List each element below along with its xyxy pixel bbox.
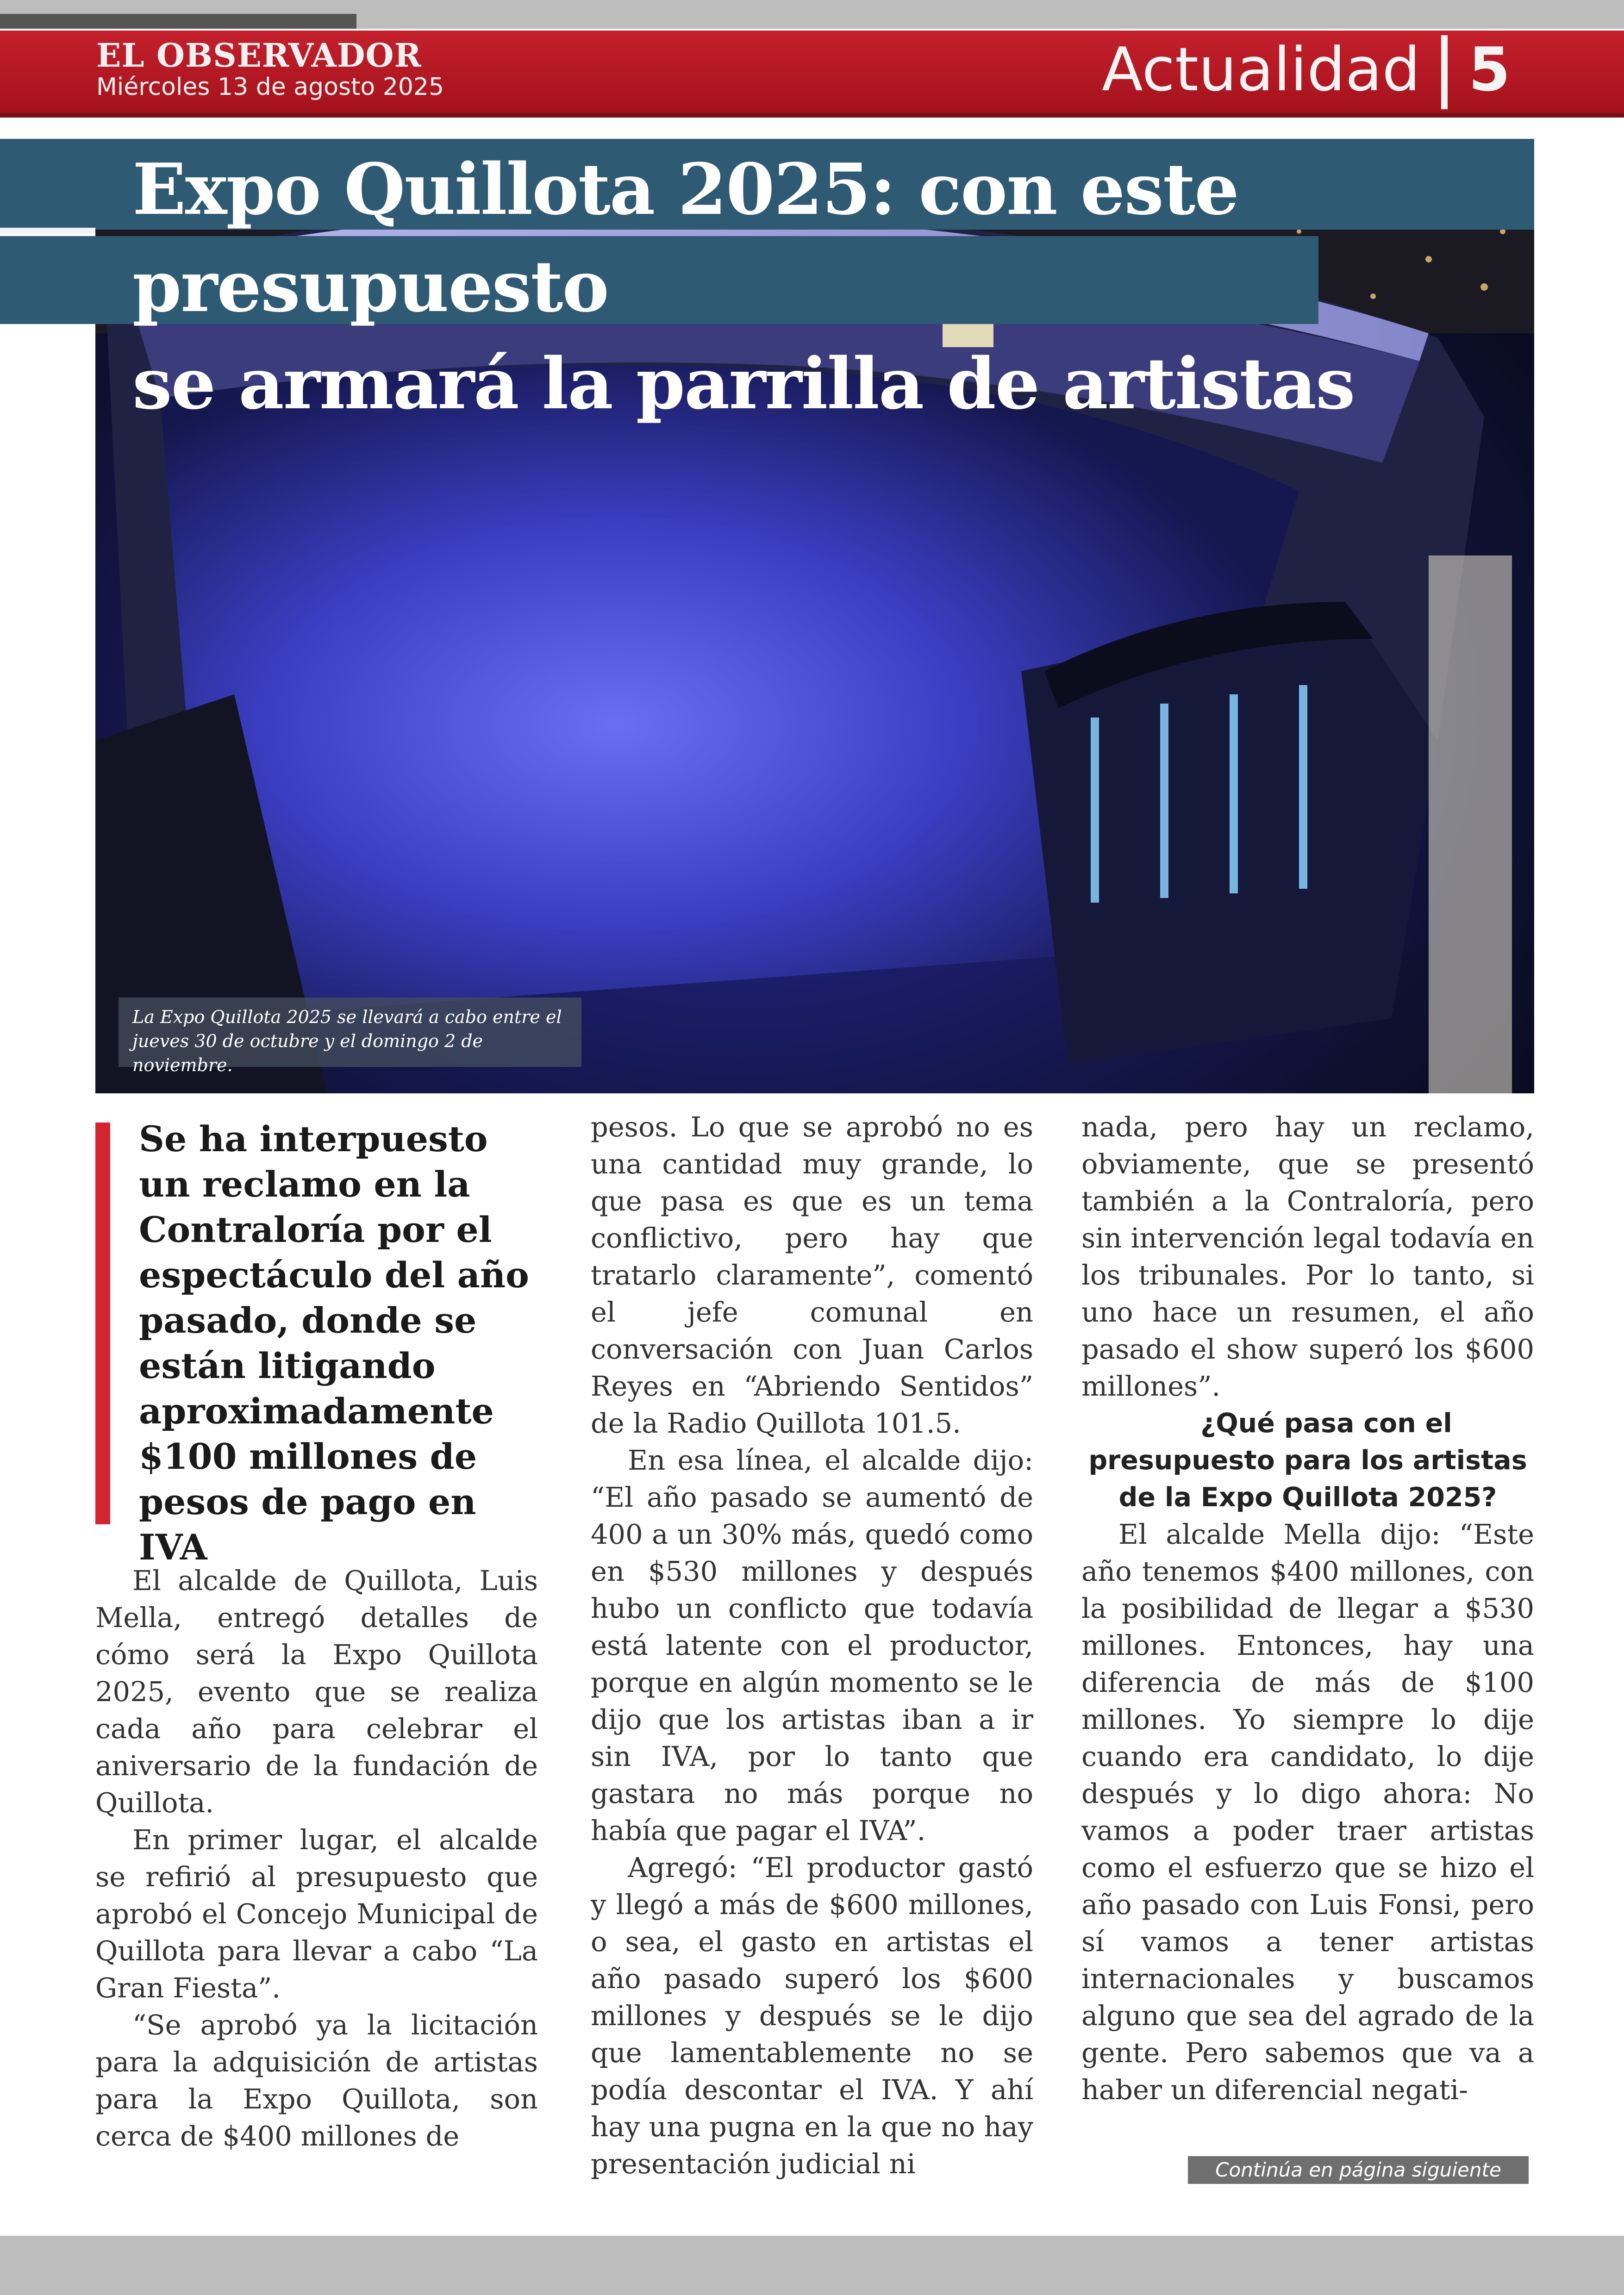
paper-name: EL OBSERVADOR [96, 36, 422, 75]
continue-next-page-link[interactable]: Continúa en página siguiente [1188, 2156, 1529, 2184]
headline-accent-line [0, 228, 95, 233]
pull-quote: Se ha interpuesto un reclamo en la Contraloría por el espectáculo del año pasado, donde se están litigando aproximadamente $100 millones de pesos de pago en IVA [139, 1118, 529, 1568]
headline [132, 141, 1521, 432]
page-number: 5 [1468, 34, 1511, 105]
paragraph: El alcalde de Quillota, Luis Mella, entregó detalles de cómo será la Expo Quillota 2025, evento que se realiza cada año para celebrar el aniversario de la fundación de Quillota. [95, 1565, 538, 1819]
masthead [0, 31, 1624, 118]
photo-caption: La Expo Quillota 2025 se llevará a cabo entre el jueves 30 de octubre y el domingo 2 de noviembre. [119, 998, 581, 1067]
top-border-accent [0, 14, 356, 29]
body-column-3 [1081, 1109, 1534, 2108]
paragraph: nada, pero hay un reclamo, obviamente, que se presentó también a la Contraloría, pero sin intervención legal todavía en los tribunales. Por lo tanto, si uno hace un resumen, el año pasado el show superó los $600 millones”. [1081, 1111, 1534, 1402]
paragraph: “Se aprobó ya la licitación para la adquisición de artistas para la Expo Quillota, son cerca de $400 millones de [95, 2009, 538, 2152]
body-column-2 [591, 1109, 1033, 2183]
body-column-1 [95, 1562, 538, 2155]
issue-date: Miércoles 13 de agosto 2025 [96, 73, 444, 101]
paragraph: El alcalde Mella dijo: “Este año tenemos $400 millones, con la posibilidad de llegar a $530 millones. Entonces, hay una diferencia de más de $100 millones. Yo siempre lo dije cuando era candidato, lo dije después y lo digo ahora: No vamos a poder traer artistas como el esfuerzo que se hizo el año pasado con Luis Fonsi, pero sí vamos a tener artistas internacionales y buscamos alguno que sea del agrado de la gente. Pero sabemos que va a haber un diferencial negati- [1081, 1518, 1534, 2106]
paragraph: pesos. Lo que se aprobó no es una cantidad muy grande, lo que pasa es que es un tema conflictivo, pero hay que tratarlo claramente”, comentó el jefe comunal en conversación con Juan Carlos Reyes en “Abriendo Sentidos” de la Radio Quillota 101.5. [591, 1111, 1033, 1439]
subheading: ¿Qué pasa con el presupuesto para los artistas de la Expo Quillota 2025? [1088, 1408, 1527, 1513]
paragraph: Agregó: “El productor gastó y llegó a más de $600 millones, o sea, el gasto en artistas el año pasado superó los $600 millones y después se le dijo que lamentablemente no se podía descontar el IVA. Y ahí hay una pugna en la que no hay presentación judicial ni [591, 1852, 1033, 2180]
section-name: Actualidad [1101, 34, 1420, 105]
paragraph: En primer lugar, el alcalde se refirió al presupuesto que aprobó el Concejo Municipal de Quillota para llevar a cabo “La Gran Fiesta”. [95, 1824, 538, 2004]
bottom-border [0, 2236, 1624, 2295]
headline-line-1: Expo Quillota 2025: con este presupuesto [132, 148, 1238, 328]
headline-line-2: se armará la parrilla de artistas [132, 342, 1355, 425]
pull-quote-bar [95, 1123, 110, 1524]
paragraph: En esa línea, el alcalde dijo: “El año pasado se aumentó de 400 a un 30% más, quedó como en $530 millones y después hubo un conflicto que todavía está latente con el productor, porque en algún momento se le dijo que los artistas iban a ir sin IVA, por lo tanto que gastara no más porque no había que pagar el IVA”. [591, 1444, 1033, 1846]
masthead-separator [1441, 35, 1448, 109]
